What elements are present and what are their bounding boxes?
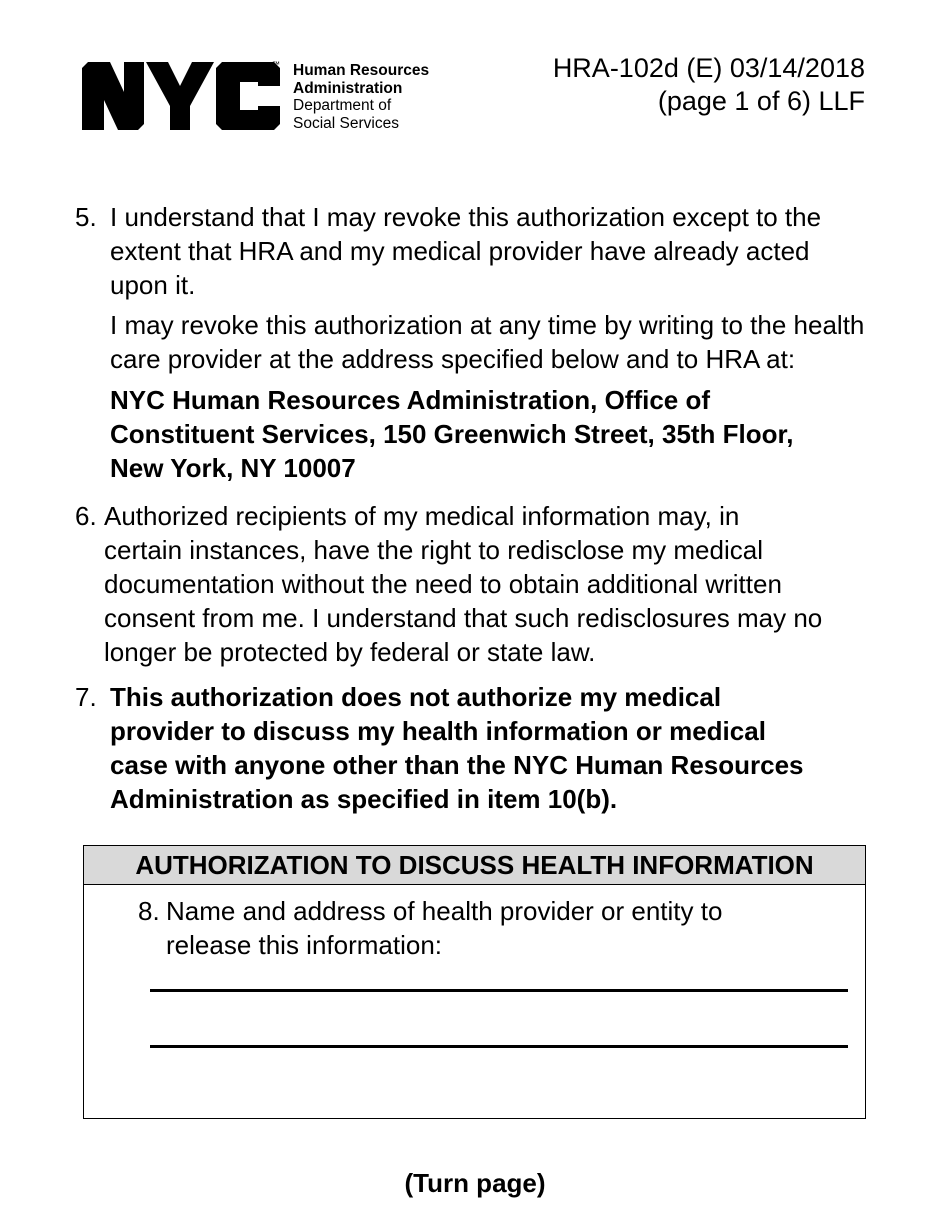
text-line: I understand that I may revoke this authorization except to the	[110, 202, 822, 232]
agency-name	[293, 62, 429, 132]
form-id: HRA-102d (E) 03/14/2018	[552, 53, 865, 83]
item-6-text	[104, 499, 822, 669]
hra-address	[110, 383, 793, 485]
text-line: longer be protected by federal or state law.	[104, 637, 596, 667]
text-line: This authorization does not authorize my medical	[110, 682, 722, 712]
section-title: AUTHORIZATION TO DISCUSS HEALTH INFORMATION	[84, 846, 865, 885]
text-line: I may revoke this authorization at any time by writing to the health	[110, 310, 865, 340]
nyc-logo	[82, 62, 282, 135]
text-line: consent from me. I understand that such redisclosures may no	[104, 603, 823, 633]
text-line: extent that HRA and my medical provider have already acted	[110, 236, 810, 266]
provider-field-line-1[interactable]	[150, 989, 848, 992]
page-info: (page 1 of 6) LLF	[657, 86, 865, 116]
form-header	[553, 52, 865, 118]
item-5-revoke-text	[110, 308, 864, 376]
text-line: Name and address of health provider or entity to	[166, 896, 723, 926]
item-8-text	[166, 894, 722, 962]
item-8-number: 8.	[138, 896, 160, 926]
text-line: case with anyone other than the NYC Human Resources	[110, 750, 804, 780]
text-line: Administration as specified in item 10(b).	[110, 784, 618, 814]
text-line: Authorized recipients of my medical information may, in	[104, 501, 740, 531]
item-7-number: 7.	[75, 682, 97, 712]
text-line: Constituent Services, 150 Greenwich Street, 35th Floor,	[110, 419, 794, 449]
agency-line: Human Resources	[293, 62, 430, 79]
text-line: upon it.	[110, 270, 196, 300]
text-line: release this information:	[166, 930, 443, 960]
nyc-logo-icon	[82, 62, 282, 130]
item-6-number: 6.	[75, 501, 97, 531]
text-line: provider to discuss my health information or medical	[110, 716, 766, 746]
authorization-section	[83, 845, 866, 1119]
provider-field-line-2[interactable]	[150, 1045, 848, 1048]
agency-line: Social Services	[293, 114, 399, 132]
text-line: care provider at the address specified below and to HRA at:	[110, 344, 796, 374]
agency-line: Department of	[293, 97, 392, 114]
text-line: documentation without the need to obtain additional written	[104, 569, 782, 599]
item-5-text	[110, 200, 821, 302]
text-line: NYC Human Resources Administration, Office of	[110, 385, 711, 415]
text-line: New York, NY 10007	[110, 453, 356, 483]
item-7-text	[110, 680, 804, 816]
text-line: certain instances, have the right to redisclose my medical	[104, 535, 763, 565]
item-5-number: 5.	[75, 202, 97, 232]
trademark-mark: ™	[272, 60, 280, 69]
agency-line: Administration	[293, 79, 403, 97]
turn-page-note: (Turn page)	[404, 1168, 546, 1198]
